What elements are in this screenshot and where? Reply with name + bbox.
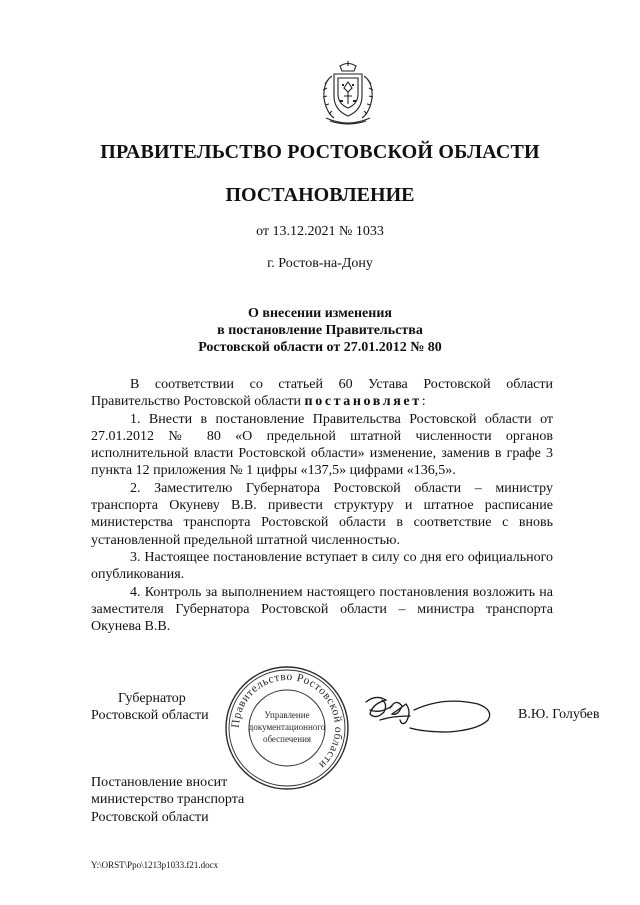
introduced-by-line: министерство транспорта <box>91 792 245 808</box>
signatory-title-line: Губернатор <box>118 691 186 706</box>
stamp-inner-line: документационного <box>248 722 326 732</box>
paragraph-2: 2. Заместителю Губернатора Ростовской области – министру транспорта Окуневу В.В. привести структуру и штатное расписание министерства транспорта Ростовской области в соответствие с вновь установленной предельной штатной численностью. <box>91 480 553 548</box>
document-date-number: от 13.12.2021 № 1033 <box>256 224 384 239</box>
handwritten-signature <box>360 688 500 738</box>
signatory-name: В.Ю. Голубев <box>518 707 600 722</box>
introduced-by-line: Ростовской области <box>91 809 209 825</box>
stamp-ring-text: Правительство Ростовской области <box>229 670 345 772</box>
signatory-title <box>91 690 231 724</box>
stamp-inner-line: Управление <box>264 710 310 720</box>
document-city: г. Ростов-на-Дону <box>267 256 373 271</box>
paragraph-1: 1. Внести в постановление Правительства Ростовской области от 27.01.2012 № 80 «О предельной штатной численности органов исполнительной власти Ростовской области» изменение, заменив в графе 3 пункта 12 приложения № 1 цифры «137,5» цифрами «136,5». <box>91 411 553 479</box>
subject-line: Ростовской области от 27.01.2012 № 80 <box>198 340 442 355</box>
resolve-word: постановляет <box>304 394 422 410</box>
file-path: Y:\ORST\Ppo\1213p1033.f21.docx <box>91 860 219 870</box>
signatory-title-line: Ростовской области <box>91 708 209 723</box>
introduced-by <box>91 774 244 826</box>
paragraph-3: 3. Настоящее постановление вступает в силу со дня его официального опубликования. <box>91 549 553 583</box>
paragraph-4: 4. Контроль за выполнением настоящего постановления возложить на заместителя Губернатора Ростовской области – министра транспорта Окунева В.В. <box>91 584 553 635</box>
subject-line: О внесении изменения <box>248 306 392 321</box>
coat-of-arms-icon <box>318 60 378 126</box>
government-title: ПРАВИТЕЛЬСТВО РОСТОВСКОЙ ОБЛАСТИ <box>100 141 540 163</box>
introduced-by-line: Постановление вносит <box>91 775 228 790</box>
intro-paragraph: В соответствии со статьей 60 Устава Ростовской области Правительство Ростовской области постановляет: <box>91 377 553 410</box>
subject-line: в постановление Правительства <box>217 323 423 338</box>
document-type: ПОСТАНОВЛЕНИЕ <box>225 184 415 206</box>
document-subject <box>0 305 640 356</box>
document-body <box>91 376 553 635</box>
stamp-inner-line: обеспечения <box>262 734 312 744</box>
official-stamp <box>224 665 350 791</box>
intro-text: В соответствии со статьей 60 Устава Ростовской области Правительство Ростовской области <box>91 377 553 410</box>
